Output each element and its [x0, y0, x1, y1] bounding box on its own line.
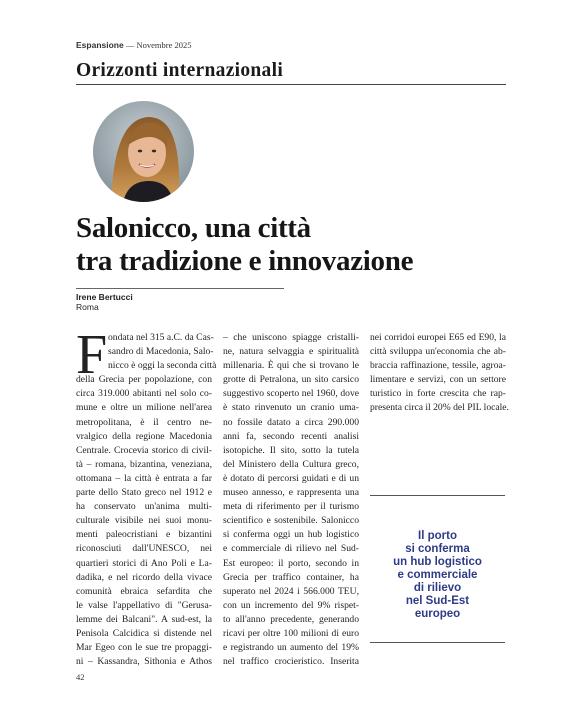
article-column-1: [76, 324, 217, 669]
article-line: superato nel 2024 i 566.000 TEU,: [223, 585, 359, 597]
article-line: città sviluppa un'economia che ab-: [370, 346, 506, 358]
headline-line-2: tra tradizione e innovazione: [76, 245, 414, 277]
article-line: parte dello Stato greco nel 1912 e: [76, 487, 212, 499]
pull-quote-top-rule: [370, 495, 505, 496]
article-line: riconosciuti dall'UNESCO, nei: [76, 543, 212, 555]
article-line: circa 319.000 abitanti nel solo co-: [76, 388, 212, 400]
article-line: culturale visibile nei suoi monu-: [76, 515, 212, 527]
article-line: nei corridoi europei E65 ed E90, la: [370, 332, 506, 343]
article-line: ni – Kassandra, Sithonia e Athos: [76, 656, 212, 668]
article-line: sandro di Macedonia, Salo-: [108, 346, 214, 358]
article-line: Centrale. Crocevia storico di civil-: [76, 444, 212, 456]
article-line: to all'anno precedente, generando: [223, 613, 359, 625]
article-line: del Ministero della Cultura greco,: [223, 458, 359, 470]
article-line: ricavi per oltre 100 milioni di euro: [223, 627, 359, 639]
magazine-name: Espansione: [76, 40, 124, 50]
article-line: museo annesso, e rappresenta una: [223, 487, 359, 499]
article-line: lemme dei Balcani". A sud-est, la: [76, 613, 212, 625]
article-line: nel traffico crocieristico. Inserita: [223, 656, 359, 668]
pull-quote-line: si conferma: [405, 543, 470, 555]
headline: [76, 212, 516, 278]
article-line: suggestivo scoperto nel 1960, dove: [223, 388, 359, 400]
article-line: isotopiche. Il sito, sotto la tutela: [223, 444, 359, 456]
article-line: dadika, e nel ricordo della vivace: [76, 571, 212, 583]
article-line: Est europeo: il porto, secondo in: [223, 557, 359, 569]
article-line: e registrando un aumento del 19%: [223, 642, 359, 654]
article-line: limentare e servizi, con un settore: [370, 374, 506, 386]
section-divider: [76, 84, 506, 85]
article-line: presenta circa il 20% del PIL locale.: [370, 402, 509, 414]
article-line: si conferma oggi un hub logistico: [223, 529, 359, 541]
article-line: quartieri storici di Ano Poli e La-: [76, 557, 212, 569]
author-divider: [76, 288, 284, 289]
article-line: millenaria. È qui che si trovano le: [223, 360, 359, 372]
article-line: ha conservato un'anima multi-: [76, 501, 212, 513]
page-number: 42: [76, 672, 85, 682]
article-line: grotte di Petralona, un sito carsico: [223, 374, 359, 386]
article-line: con un incremento del 9% rispet-: [223, 599, 359, 611]
article-line: ne, natura selvaggia e spiritualità: [223, 346, 359, 358]
author-city: Roma: [76, 302, 99, 312]
headline-line-1: Salonicco, una città: [76, 212, 311, 244]
pull-quote-line: di rilievo: [413, 582, 462, 594]
article-column-3: [370, 331, 509, 416]
pull-quote: [370, 530, 505, 621]
article-line: Grecia per traffico container, ha: [223, 571, 359, 583]
pull-quote-line: e commerciale: [397, 569, 478, 581]
article-line: anni fa, secondo recenti analisi: [223, 430, 359, 442]
pull-quote-line: nel Sud-Est: [405, 595, 470, 607]
article-line: ottomana – la città è entrata a far: [76, 472, 212, 484]
article-line: Penisola Calcidica si distende nel: [76, 627, 212, 639]
pull-quote-line: un hub logistico: [393, 556, 482, 568]
article-line: comunità ebraica sefardita che: [76, 585, 212, 597]
article-line: metropolitana, è il centro ne-: [76, 416, 212, 428]
issue-date: Novembre 2025: [136, 40, 192, 50]
article-line: turistico in forte crescita che rap-: [370, 388, 506, 400]
article-line: vralgico della regione Macedonia: [76, 430, 212, 442]
article-line: nicco è oggi la seconda città: [108, 360, 217, 372]
article-line: e commerciale di rilievo nel Sud-: [223, 543, 359, 555]
article-line: no fossile datato a circa 290.000: [223, 416, 359, 428]
author-portrait-illustration: [93, 101, 194, 202]
article-line: ondata nel 315 a.C. da Cas-: [108, 332, 214, 343]
article-line: della Grecia per popolazione, con: [76, 374, 212, 386]
article-line: meta di riferimento per il turismo: [223, 501, 359, 513]
pull-quote-bottom-rule: [370, 642, 505, 643]
author-name: Irene Bertucci: [76, 292, 133, 302]
article-line: le valse l'appellativo di "Gerusa-: [76, 599, 212, 611]
article-line: scientifico e sostenibile. Salonicco: [223, 515, 359, 527]
article-line: – che uniscono spiagge cristalli-: [223, 332, 359, 343]
section-title: Orizzonti internazionali: [76, 60, 284, 81]
running-head: [76, 40, 191, 50]
article-line: Mar Egeo con le sue tre propaggi-: [76, 642, 212, 654]
article-line: menti paleocristiani e bizantini: [76, 529, 212, 541]
article-column-2: [223, 331, 359, 669]
article-line: braccia raffinazione, tessile, agroa-: [370, 360, 506, 372]
author-portrait: [93, 101, 194, 202]
article-line: è dotato di percorsi guidati e di un: [223, 472, 359, 484]
drop-cap: F: [76, 324, 108, 386]
article-line: tà – romana, bizantina, veneziana,: [76, 458, 212, 470]
pull-quote-line: europeo: [414, 608, 461, 620]
article-line: è stato rinvenuto un cranio uma-: [223, 402, 359, 414]
pull-quote-line: Il porto: [418, 530, 457, 542]
article-line: mune e oltre un milione nell'area: [76, 402, 212, 414]
running-head-separator: —: [123, 40, 137, 50]
